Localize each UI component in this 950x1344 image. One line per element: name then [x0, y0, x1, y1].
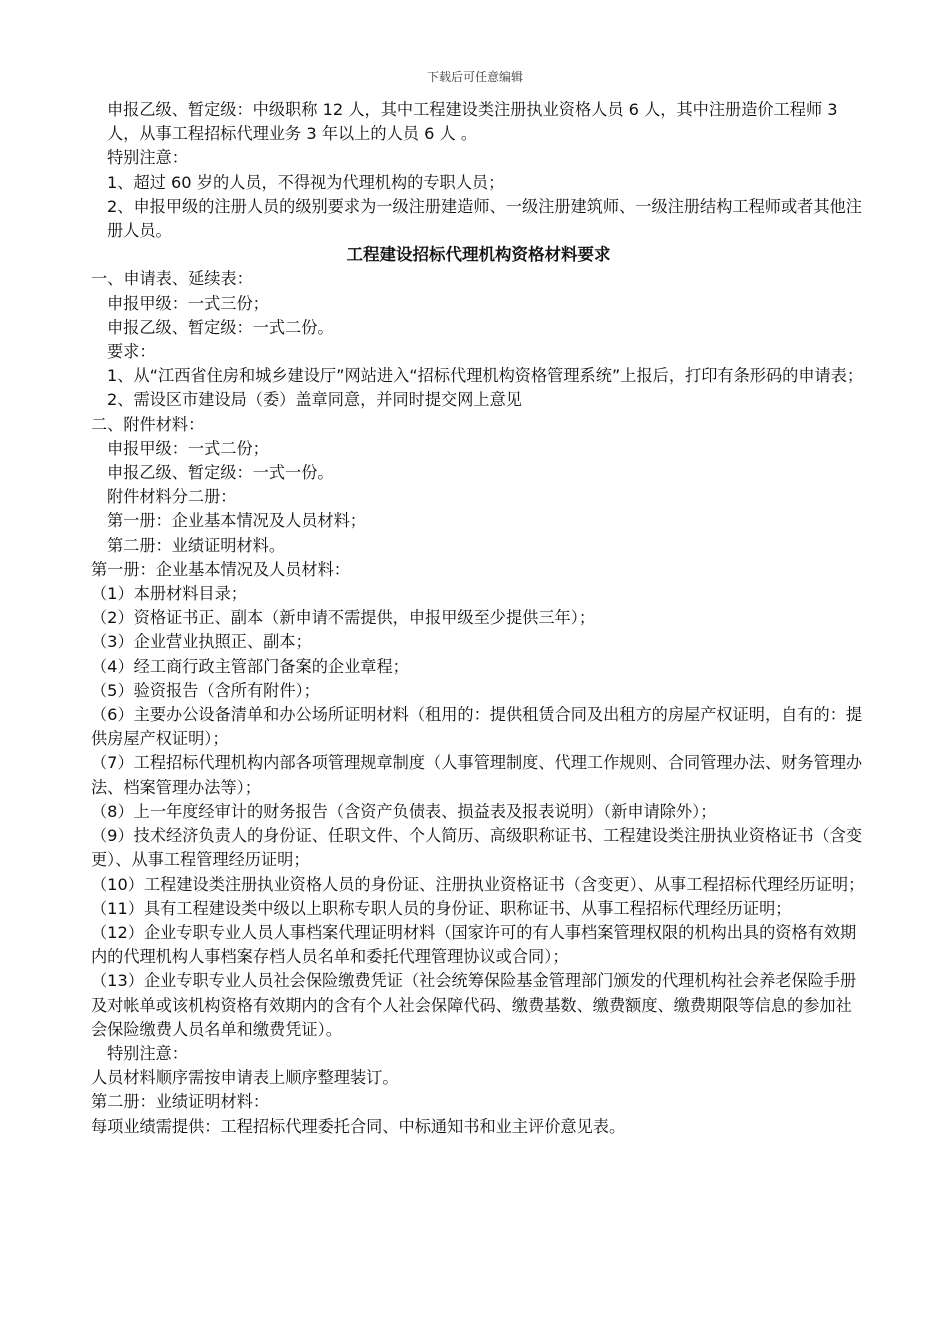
paragraph: （3）企业营业执照正、副本； — [91, 632, 312, 652]
paragraph: （1）本册材料目录； — [91, 584, 247, 604]
paragraph: 申报乙级、暂定级：中级职称 12 人，其中工程建设类注册执业资格人员 6 人，其中注册造价工程师 3 人，从事工程招标代理业务 3 年以上的人员 6 人 。 — [107, 100, 838, 144]
paragraph: 要求： — [107, 342, 156, 362]
paragraph: 一、申请表、延续表： — [91, 269, 253, 289]
paragraph: （4）经工商行政主管部门备案的企业章程； — [91, 656, 409, 676]
paragraph: 第二册：业绩证明材料。 — [107, 535, 286, 555]
paragraph: 申报乙级、暂定级：一式二份。 — [107, 317, 334, 337]
paragraph: （9）技术经济负责人的身份证、任职文件、个人简历、高级职称证书、工程建设类注册执业资格证书（含变更）、从事工程管理经历证明； — [91, 826, 863, 870]
paragraph: （10）工程建设类注册执业资格人员的身份证、注册执业资格证书（含变更）、从事工程招标代理经历证明； — [91, 874, 865, 894]
paragraph: （8）上一年度经审计的财务报告（含资产负债表、损益表及报表说明）（新申请除外）； — [91, 801, 717, 821]
paragraph: 1、超过 60 岁的人员，不得视为代理机构的专职人员； — [107, 172, 505, 192]
paragraph: 特别注意： — [107, 148, 188, 168]
paragraph: （6）主要办公设备清单和办公场所证明材料（租用的：提供租赁合同及出租方的房屋产权证明，自有的：提供房屋产权证明）； — [91, 705, 863, 749]
paragraph: 二、附件材料： — [91, 414, 205, 434]
paragraph: 申报甲级：一式三份； — [107, 293, 269, 313]
paragraph: 每项业绩需提供：工程招标代理委托合同、中标通知书和业主评价意见表。 — [91, 1116, 626, 1136]
paragraph: （12）企业专职专业人员人事档案代理证明材料（国家许可的有人事档案管理权限的机构出具的资格有效期内的代理机构人事档案存档人员名单和委托代理管理协议或合同）； — [91, 922, 857, 967]
section-title: 工程建设招标代理机构资格材料要求 — [346, 245, 611, 265]
paragraph: 特别注意： — [107, 1043, 188, 1063]
page-header: 下载后可任意编辑 — [426, 70, 523, 84]
paragraph: （5）验资报告（含所有附件）； — [91, 680, 320, 700]
paragraph: 附件材料分二册： — [107, 487, 237, 507]
paragraph: 人员材料顺序需按申请表上顺序整理装订。 — [91, 1068, 399, 1088]
document-body — [91, 98, 866, 1139]
paragraph: 申报甲级：一式二份； — [107, 438, 269, 458]
paragraph: 第一册：企业基本情况及人员材料； — [107, 511, 366, 531]
paragraph: 1、从“江西省住房和城乡建设厅”网站进入“招标代理机构资格管理系统”上报后，打印有条形码的申请表； — [107, 366, 864, 386]
paragraph: 第二册：业绩证明材料： — [91, 1092, 270, 1112]
paragraph: （2）资格证书正、副本（新申请不需提供，申报甲级至少提供三年）； — [91, 608, 596, 628]
paragraph: 第一册：企业基本情况及人员材料： — [91, 559, 350, 579]
paragraph: 申报乙级、暂定级：一式一份。 — [107, 463, 334, 483]
paragraph: 2、需设区市建设局（委）盖章同意，并同时提交网上意见 — [107, 390, 522, 410]
paragraph: 2、申报甲级的注册人员的级别要求为一级注册建造师、一级注册建筑师、一级注册结构工程师或者其他注册人员。 — [107, 196, 862, 241]
paragraph: （7）工程招标代理机构内部各项管理规章制度（人事管理制度、代理工作规则、合同管理办法、财务管理办法、档案管理办法等）； — [91, 753, 863, 797]
paragraph: （11）具有工程建设类中级以上职称专职人员的身份证、职称证书、从事工程招标代理经历证明； — [91, 898, 792, 918]
paragraph: （13）企业专职专业人员社会保险缴费凭证（社会统筹保险基金管理部门颁发的代理机构社会养老保险手册及对帐单或该机构资格有效期内的含有个人社会保障代码、缴费基数、缴费额度、缴费期限等信息的参加社会保险缴费人员名单和缴费凭证）。 — [91, 971, 857, 1039]
